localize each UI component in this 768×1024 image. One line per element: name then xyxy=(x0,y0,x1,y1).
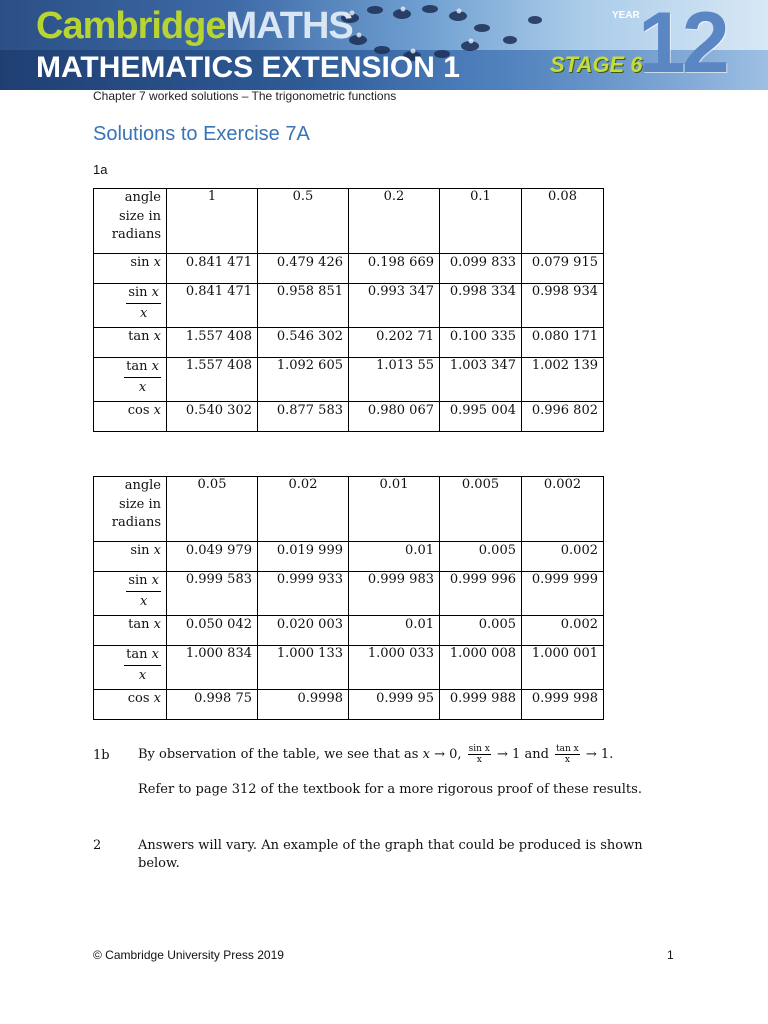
angle-header xyxy=(94,189,167,254)
value-cell: 0.841 471 xyxy=(167,284,258,328)
variable: x xyxy=(151,285,159,300)
limit-arrow: → 1. xyxy=(585,747,614,762)
angle-cell: 0.02 xyxy=(258,477,349,542)
cos-label xyxy=(94,690,167,720)
fn-name: cos xyxy=(127,691,150,706)
table-row xyxy=(94,542,604,572)
variable: x xyxy=(153,617,161,632)
header-line: size in xyxy=(118,496,161,512)
value-cell: 0.877 583 xyxy=(258,402,349,432)
numerator: sin x xyxy=(468,744,490,754)
numerator: tan x xyxy=(556,744,579,754)
value-cell: 0.996 802 xyxy=(522,402,604,432)
page-number: 1 xyxy=(667,948,674,962)
value-cell: 1.002 139 xyxy=(522,358,604,402)
value-cell: 0.999 583 xyxy=(167,572,258,616)
value-cell: 1.013 55 xyxy=(349,358,440,402)
value-cell: 1.003 347 xyxy=(440,358,522,402)
table-row xyxy=(94,328,604,358)
value-cell: 0.999 933 xyxy=(258,572,349,616)
value-cell: 0.995 004 xyxy=(440,402,522,432)
fraction xyxy=(126,284,161,323)
angle-header xyxy=(94,477,167,542)
angle-cell: 1 xyxy=(167,189,258,254)
value-cell: 1.000 834 xyxy=(167,646,258,690)
value-cell: 0.546 302 xyxy=(258,328,349,358)
limit-arrow: → 1 and xyxy=(497,747,549,762)
value-cell: 0.080 171 xyxy=(522,328,604,358)
value-cell: 0.01 xyxy=(349,616,440,646)
header-line: radians xyxy=(111,227,161,242)
value-cell: 1.000 133 xyxy=(258,646,349,690)
answer-text: By observation of the table, we see that as xyxy=(138,747,419,762)
value-cell: 0.999 95 xyxy=(349,690,440,720)
value-cell: 0.999 999 xyxy=(522,572,604,616)
tan-label xyxy=(94,616,167,646)
fn-name: tan xyxy=(128,329,150,344)
variable: x xyxy=(153,329,161,344)
table-row xyxy=(94,189,604,254)
question-2-text: Answers will vary. An example of the graph that could be produced is shown below. xyxy=(138,838,643,871)
tan-label xyxy=(94,328,167,358)
header-line: size in xyxy=(118,208,161,224)
question-2-label: 2 xyxy=(93,838,102,853)
limit-arrow: → 0, xyxy=(434,747,462,762)
value-cell: 0.9998 xyxy=(258,690,349,720)
angle-cell: 0.5 xyxy=(258,189,349,254)
value-cell: 0.202 71 xyxy=(349,328,440,358)
fn-name: sin xyxy=(130,255,150,270)
fraction xyxy=(124,358,161,397)
values-table-2 xyxy=(93,476,604,720)
table-row xyxy=(94,477,604,542)
table-row xyxy=(94,616,604,646)
value-cell: 0.980 067 xyxy=(349,402,440,432)
value-cell: 0.958 851 xyxy=(258,284,349,328)
value-cell: 0.100 335 xyxy=(440,328,522,358)
fn-name: sin xyxy=(128,573,148,588)
value-cell: 0.020 003 xyxy=(258,616,349,646)
value-cell: 0.005 xyxy=(440,542,522,572)
question-1b-reference: Refer to page 312 of the textbook for a more rigorous proof of these results. xyxy=(138,782,642,797)
angle-cell: 0.08 xyxy=(522,189,604,254)
header-banner xyxy=(0,0,768,90)
brand-cambridge: Cambridge xyxy=(36,5,226,47)
value-cell: 0.099 833 xyxy=(440,254,522,284)
table-row xyxy=(94,690,604,720)
denominator: x xyxy=(138,380,147,395)
denominator: x xyxy=(139,306,148,321)
denominator: x xyxy=(476,755,482,765)
value-cell: 1.557 408 xyxy=(167,358,258,402)
value-cell: 1.092 605 xyxy=(258,358,349,402)
value-cell: 0.999 998 xyxy=(522,690,604,720)
header-line: radians xyxy=(111,515,161,530)
value-cell: 0.049 979 xyxy=(167,542,258,572)
brand-logo xyxy=(36,4,353,48)
section-title: Solutions to Exercise 7A xyxy=(93,123,310,145)
cos-label xyxy=(94,402,167,432)
values-table-1 xyxy=(93,188,604,432)
angle-cell: 0.2 xyxy=(349,189,440,254)
value-cell: 0.050 042 xyxy=(167,616,258,646)
header-line: angle xyxy=(124,478,161,493)
value-cell: 0.540 302 xyxy=(167,402,258,432)
value-cell: 0.841 471 xyxy=(167,254,258,284)
fraction xyxy=(126,572,161,611)
variable: x xyxy=(153,255,161,270)
fraction xyxy=(124,646,161,685)
fn-name: sin xyxy=(130,543,150,558)
value-cell: 0.998 75 xyxy=(167,690,258,720)
numerator xyxy=(124,358,161,378)
table-row xyxy=(94,254,604,284)
angle-cell: 0.1 xyxy=(440,189,522,254)
fraction-sin-over-x xyxy=(468,744,491,765)
value-cell: 0.999 983 xyxy=(349,572,440,616)
fn-name: cos xyxy=(127,403,150,418)
question-1b-text xyxy=(138,744,658,765)
value-cell: 0.019 999 xyxy=(258,542,349,572)
fn-name: tan xyxy=(126,359,148,374)
angle-cell: 0.005 xyxy=(440,477,522,542)
value-cell: 1.000 001 xyxy=(522,646,604,690)
table-row xyxy=(94,284,604,328)
value-cell: 0.002 xyxy=(522,616,604,646)
variable: x xyxy=(151,359,159,374)
value-cell: 0.198 669 xyxy=(349,254,440,284)
sin-label xyxy=(94,542,167,572)
angle-cell: 0.002 xyxy=(522,477,604,542)
subject-title: MATHEMATICS EXTENSION 1 xyxy=(36,51,460,84)
tan-over-x-label xyxy=(94,358,167,402)
value-cell: 1.000 033 xyxy=(349,646,440,690)
fn-name: tan xyxy=(126,647,148,662)
sin-over-x-label xyxy=(94,572,167,616)
variable: x xyxy=(151,573,159,588)
table-row xyxy=(94,402,604,432)
value-cell: 0.479 426 xyxy=(258,254,349,284)
year-label: YEAR xyxy=(612,10,640,21)
chapter-line: Chapter 7 worked solutions – The trigonometric functions xyxy=(93,89,397,103)
denominator: x xyxy=(139,594,148,609)
fn-name: tan xyxy=(128,617,150,632)
header-line: angle xyxy=(124,190,161,205)
value-cell: 0.01 xyxy=(349,542,440,572)
value-cell: 0.993 347 xyxy=(349,284,440,328)
tan-over-x-label xyxy=(94,646,167,690)
year-number: 12 xyxy=(638,0,726,90)
question-1b-label: 1b xyxy=(93,748,110,763)
numerator xyxy=(126,572,161,592)
brand-maths: MATHS xyxy=(225,5,353,47)
angle-cell: 0.01 xyxy=(349,477,440,542)
value-cell: 0.998 934 xyxy=(522,284,604,328)
value-cell: 1.557 408 xyxy=(167,328,258,358)
denominator: x xyxy=(564,755,570,765)
numerator xyxy=(124,646,161,666)
angle-cell: 0.05 xyxy=(167,477,258,542)
variable: x xyxy=(153,403,161,418)
value-cell: 0.005 xyxy=(440,616,522,646)
variable: x xyxy=(153,543,161,558)
question-1a-label: 1a xyxy=(93,162,108,177)
value-cell: 0.079 915 xyxy=(522,254,604,284)
table-row xyxy=(94,646,604,690)
fn-name: sin xyxy=(128,285,148,300)
value-cell: 1.000 008 xyxy=(440,646,522,690)
variable: x xyxy=(153,691,161,706)
value-cell: 0.002 xyxy=(522,542,604,572)
stage-label: STAGE 6 xyxy=(550,52,643,77)
denominator: x xyxy=(138,668,147,683)
sin-label xyxy=(94,254,167,284)
sin-over-x-label xyxy=(94,284,167,328)
value-cell: 0.998 334 xyxy=(440,284,522,328)
fraction-tan-over-x xyxy=(555,744,580,765)
table-row xyxy=(94,572,604,616)
copyright: © Cambridge University Press 2019 xyxy=(93,948,284,962)
table-row xyxy=(94,358,604,402)
variable: x xyxy=(151,647,159,662)
numerator xyxy=(126,284,161,304)
value-cell: 0.999 988 xyxy=(440,690,522,720)
variable: x xyxy=(422,747,430,762)
value-cell: 0.999 996 xyxy=(440,572,522,616)
